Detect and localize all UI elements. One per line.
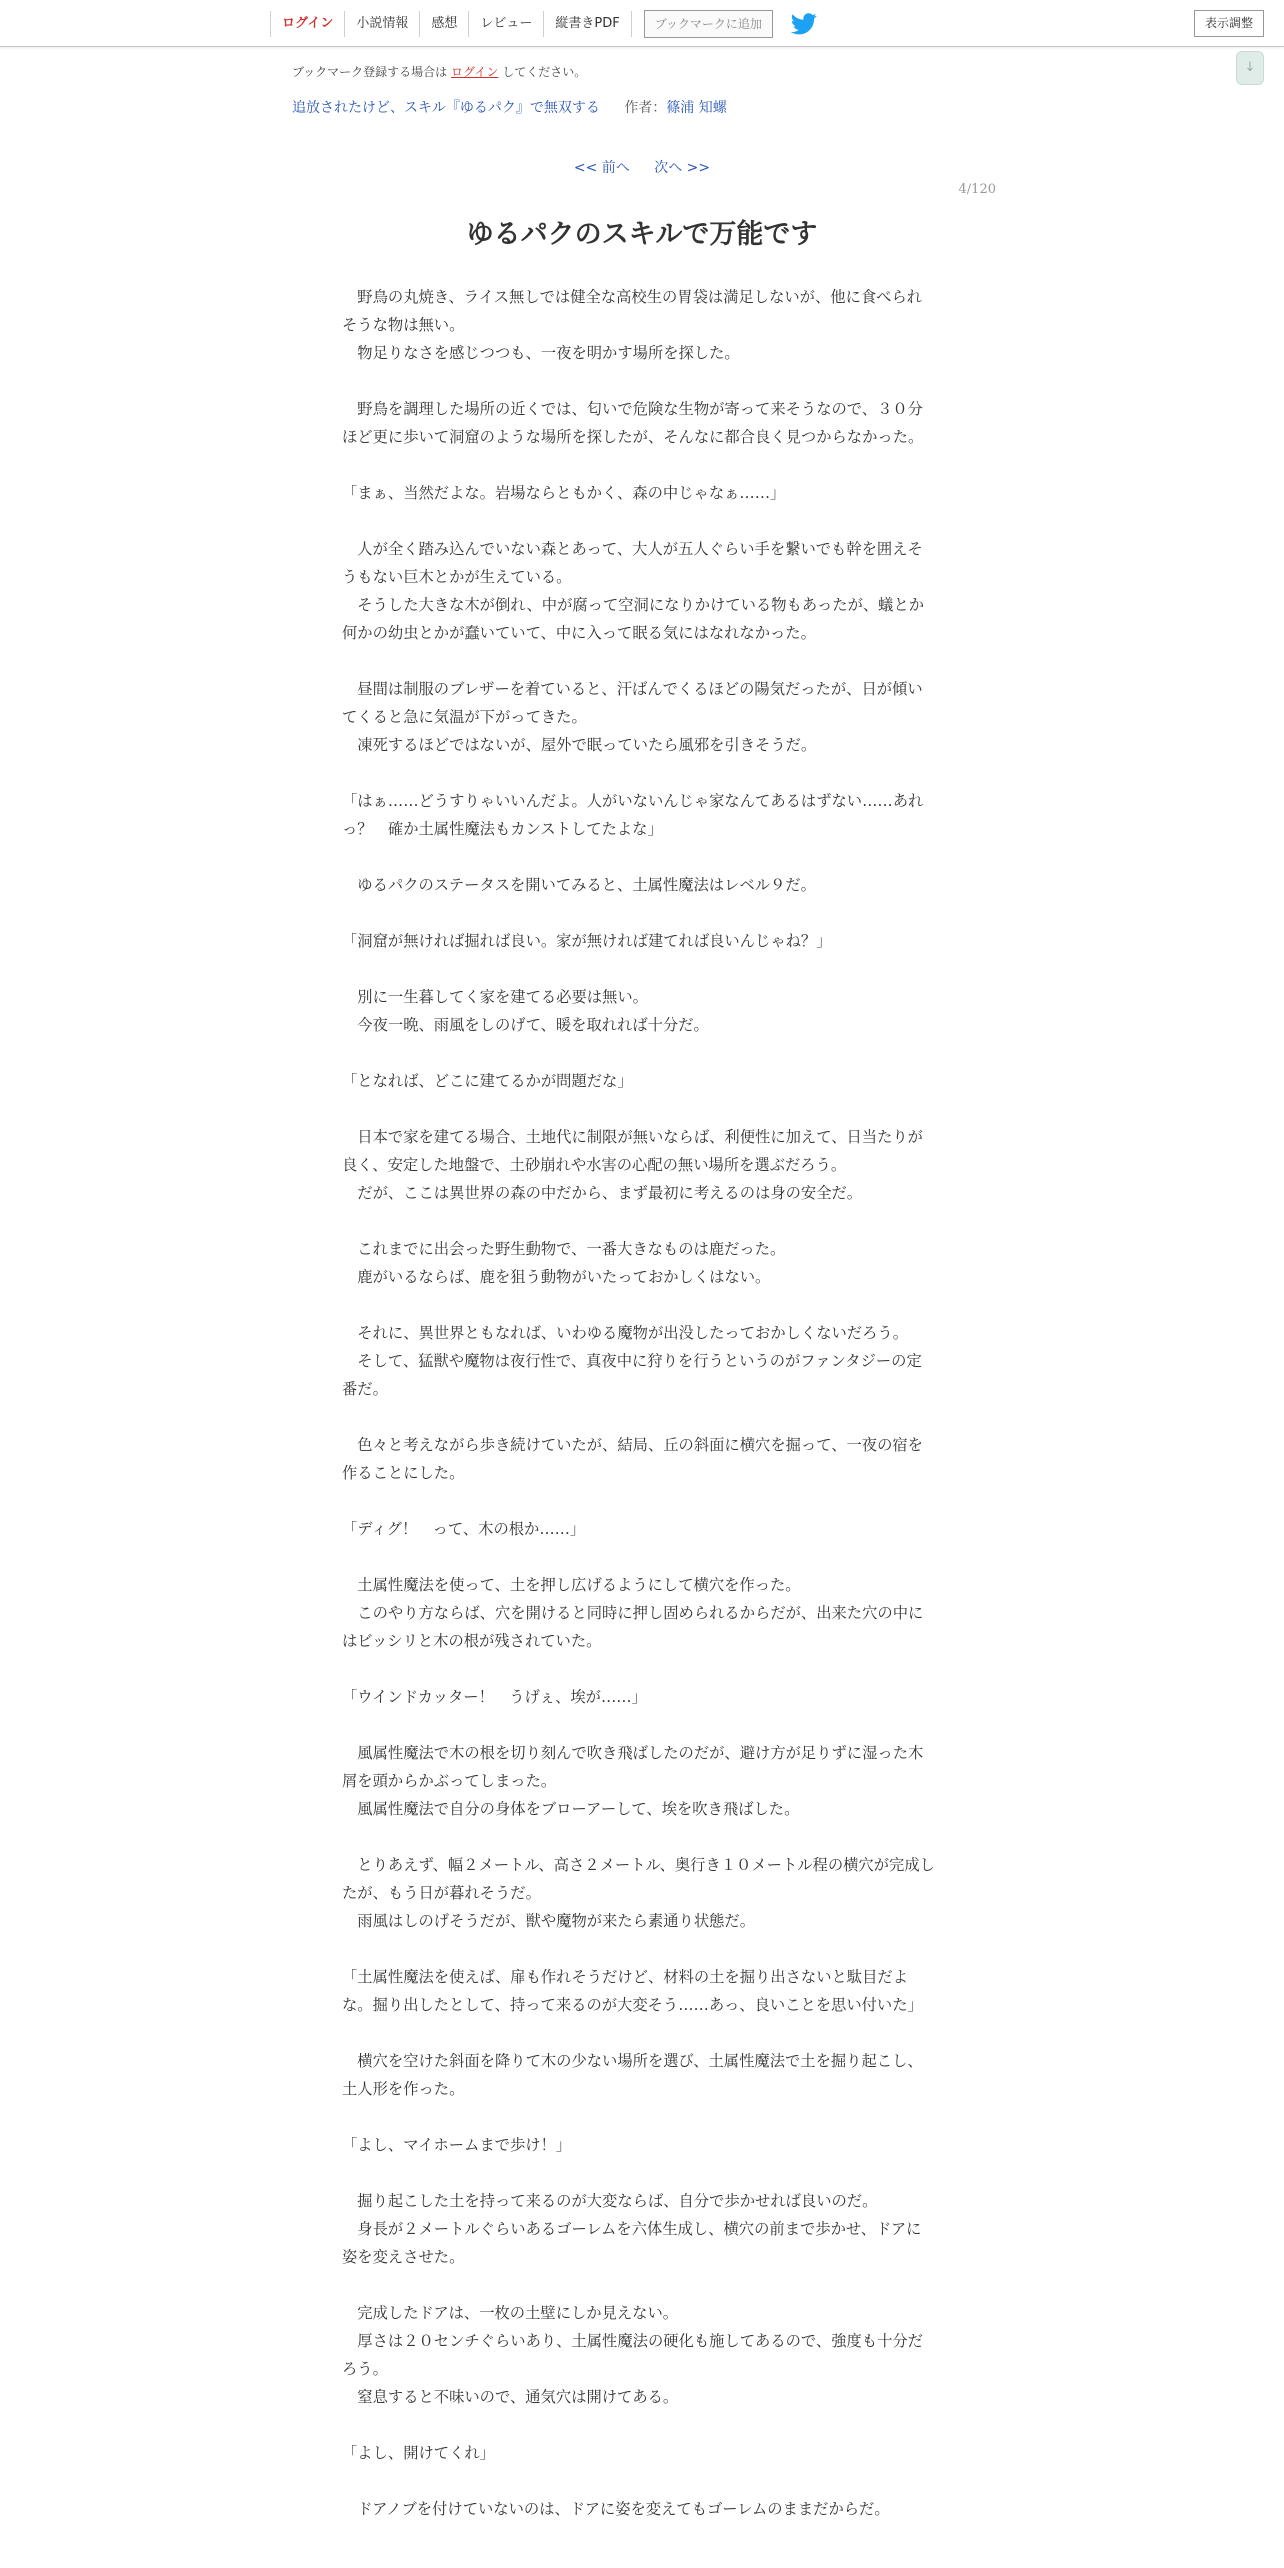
novel-title-line: [292, 97, 727, 117]
body-paragraph: [342, 1487, 936, 1515]
body-paragraph: 「土属性魔法を使えば、扉も作れそうだけど、材料の土を掘り出さないと駄目だよな。掘り出したとして、持って来るのが大変そう……あっ、良いことを思い付いた」: [342, 1968, 923, 2014]
bookmark-note-prefix: ブックマーク登録する場合は: [292, 65, 448, 79]
add-bookmark-button[interactable]: ブックマークに追加: [644, 10, 773, 38]
author-label: 作者：: [624, 100, 667, 116]
impressions-link[interactable]: 感想: [419, 11, 468, 37]
body-paragraph: [342, 1095, 936, 1123]
body-paragraph: 別に一生暮してく家を建てる必要は無い。: [342, 988, 648, 1006]
body-paragraph: ゆるパクのステータスを開いてみると、土属性魔法はレベル９だ。: [342, 876, 816, 894]
body-paragraph: 昼間は制服のブレザーを着ていると、汗ばんでくるほどの陽気だったが、日が傾いてくると急に気温が下がってきた。: [342, 680, 923, 726]
page-number: 4/120: [958, 182, 996, 197]
next-chapter-link[interactable]: 次へ >>: [654, 160, 711, 176]
bookmark-note-suffix: してください。: [502, 65, 587, 79]
body-paragraph: 人が全く踏み込んでいない森とあって、大人が五人ぐらい手を繋いでも幹を囲えそうもない巨木とかが生えている。: [342, 540, 923, 586]
bookmark-login-note: [292, 63, 586, 80]
body-paragraph: それに、異世界ともなれば、いわゆる魔物が出没したっておかしくないだろう。: [342, 1324, 908, 1342]
body-paragraph: 土属性魔法を使って、土を押し広げるようにして横穴を作った。: [342, 1576, 801, 1594]
nav-menu: [270, 0, 817, 47]
body-paragraph: 「ウインドカッター！ うげぇ、埃が……」: [342, 1688, 647, 1706]
prev-chapter-link[interactable]: << 前へ: [573, 160, 630, 176]
body-paragraph: 野鳥の丸焼き、ライス無しでは健全な高校生の胃袋は満足しないが、他に食べられそうな物は無い。: [342, 288, 923, 334]
body-paragraph: これまでに出会った野生動物で、一番大きなものは鹿だった。: [342, 1240, 786, 1258]
body-paragraph: [342, 2159, 936, 2187]
chapter-title: ゆるパクのスキルで万能です: [466, 219, 818, 250]
body-paragraph: [342, 1543, 936, 1571]
body-paragraph: [342, 367, 936, 395]
body-paragraph: 「まぁ、当然だよな。岩場ならともかく、森の中じゃなぁ……」: [342, 484, 786, 502]
body-paragraph: 色々と考えながら歩き続けていたが、結局、丘の斜面に横穴を掘って、一夜の宿を作ることにした。: [342, 1436, 923, 1482]
body-paragraph: [342, 2019, 936, 2047]
body-paragraph: [342, 1039, 936, 1067]
body-paragraph: [342, 1823, 936, 1851]
twitter-icon[interactable]: [791, 13, 817, 35]
body-paragraph: 完成したドアは、一枚の土壁にしか見えない。: [342, 2304, 679, 2322]
body-paragraph: 凍死するほどではないが、屋外で眠っていたら風邪を引きそうだ。: [342, 736, 817, 754]
body-paragraph: 鹿がいるならば、鹿を狙う動物がいたっておかしくはない。: [342, 1268, 771, 1286]
body-paragraph: [342, 1207, 936, 1235]
body-paragraph: [342, 1291, 936, 1319]
body-paragraph: 「洞窟が無ければ掘れば良い。家が無ければ建てれば良いんじゃね？」: [342, 932, 832, 950]
body-paragraph: [342, 1655, 936, 1683]
body-paragraph: 掘り起こした土を持って来るのが大変ならば、自分で歩かせれば良いのだ。: [342, 2192, 878, 2210]
body-paragraph: [342, 2467, 936, 2495]
top-navigation-bar: [0, 0, 1284, 47]
body-paragraph: [342, 2271, 936, 2299]
body-paragraph: [342, 507, 936, 535]
body-paragraph: そして、猛獣や魔物は夜行性で、真夜中に狩りを行うというのがファンタジーの定番だ。: [342, 1352, 922, 1398]
body-paragraph: だが、ここは異世界の森の中だから、まず最初に考えるのは身の安全だ。: [342, 1184, 863, 1202]
login-link[interactable]: ログイン: [270, 11, 344, 37]
body-paragraph: [342, 2411, 936, 2439]
bookmark-login-link[interactable]: ログイン: [451, 65, 499, 79]
body-paragraph: [342, 899, 936, 927]
body-paragraph: [342, 1935, 936, 1963]
body-paragraph: [342, 451, 936, 479]
chapter-pager: [0, 157, 1284, 177]
review-link[interactable]: レビュー: [468, 11, 543, 37]
body-paragraph: 「となれば、どこに建てるかが問題だな」: [342, 1072, 633, 1090]
scroll-down-button[interactable]: ↓: [1236, 51, 1264, 85]
body-paragraph: [342, 843, 936, 871]
body-paragraph: 窒息すると不味いので、通気穴は開けてある。: [342, 2388, 679, 2406]
body-paragraph: このやり方ならば、穴を開けると同時に押し固められるからだが、出来た穴の中にはビッシリと木の根が残されていた。: [342, 1604, 924, 1650]
body-paragraph: [342, 647, 936, 675]
body-paragraph: [342, 1711, 936, 1739]
body-paragraph: 今夜一晩、雨風をしのげて、暖を取れれば十分だ。: [342, 1016, 709, 1034]
body-paragraph: 「はぁ……どうすりゃいいんだよ。人がいないんじゃ家なんてあるはずない……あれっ？ 確か土属性魔法もカンストしてたよな」: [342, 792, 924, 838]
body-paragraph: 野鳥を調理した場所の近くでは、匂いで危険な生物が寄って来そうなので、３０分ほど更に歩いて洞窟のような場所を探したが、そんなに都合良く見つからなかった。: [342, 400, 924, 446]
body-paragraph: 厚さは２０センチぐらいあり、土属性魔法の硬化も施してあるので、強度も十分だろう。: [342, 2332, 923, 2378]
body-paragraph: そうした大きな木が倒れ、中が腐って空洞になりかけている物もあったが、蟻とか何かの幼虫とかが蠢いていて、中に入って眠る気にはなれなかった。: [342, 596, 925, 642]
chapter-body: [342, 283, 936, 2523]
body-paragraph: [342, 955, 936, 983]
display-settings-button[interactable]: 表示調整: [1194, 10, 1264, 37]
body-paragraph: 風属性魔法で木の根を切り刻んで吹き飛ばしたのだが、避け方が足りずに湿った木屑を頭からかぶってしまった。: [342, 1744, 924, 1790]
body-paragraph: 風属性魔法で自分の身体をブローアーして、埃を吹き飛ばした。: [342, 1800, 800, 1818]
body-paragraph: とりあえず、幅２メートル、高さ２メートル、奥行き１０メートル程の横穴が完成したが、もう日が暮れそうだ。: [342, 1856, 935, 1902]
body-paragraph: 「ディグ！ って、木の根か……」: [342, 1520, 586, 1538]
body-paragraph: [342, 2103, 936, 2131]
body-paragraph: ドアノブを付けていないのは、ドアに姿を変えてもゴーレムのままだからだ。: [342, 2500, 890, 2518]
body-paragraph: [342, 759, 936, 787]
body-paragraph: 雨風はしのげそうだが、獣や魔物が来たら素通り状態だ。: [342, 1912, 756, 1930]
series-title-link[interactable]: 追放されたけど、スキル『ゆるパク』で無双する: [292, 100, 600, 116]
novel-info-link[interactable]: 小説情報: [344, 11, 419, 37]
body-paragraph: 「よし、開けてくれ」: [342, 2444, 495, 2462]
body-paragraph: 身長が２メートルぐらいあるゴーレムを六体生成し、横穴の前まで歩かせ、ドアに姿を変えさせた。: [342, 2220, 922, 2266]
body-paragraph: 横穴を空けた斜面を降りて木の少ない場所を選び、土属性魔法で土を掘り起こし、土人形を作った。: [342, 2052, 923, 2098]
body-paragraph: 日本で家を建てる場合、土地代に制限が無いならば、利便性に加えて、日当たりが良く、安定した地盤で、土砂崩れや水害の心配の無い場所を選ぶだろう。: [342, 1128, 923, 1174]
body-paragraph: [342, 1403, 936, 1431]
author-name-link[interactable]: 篠浦 知螺: [666, 100, 727, 116]
body-paragraph: 「よし、マイホームまで歩け！」: [342, 2136, 572, 2154]
body-paragraph: 物足りなさを感じつつも、一夜を明かす場所を探した。: [342, 344, 740, 362]
vertical-pdf-link[interactable]: 縦書きPDF: [543, 11, 631, 37]
